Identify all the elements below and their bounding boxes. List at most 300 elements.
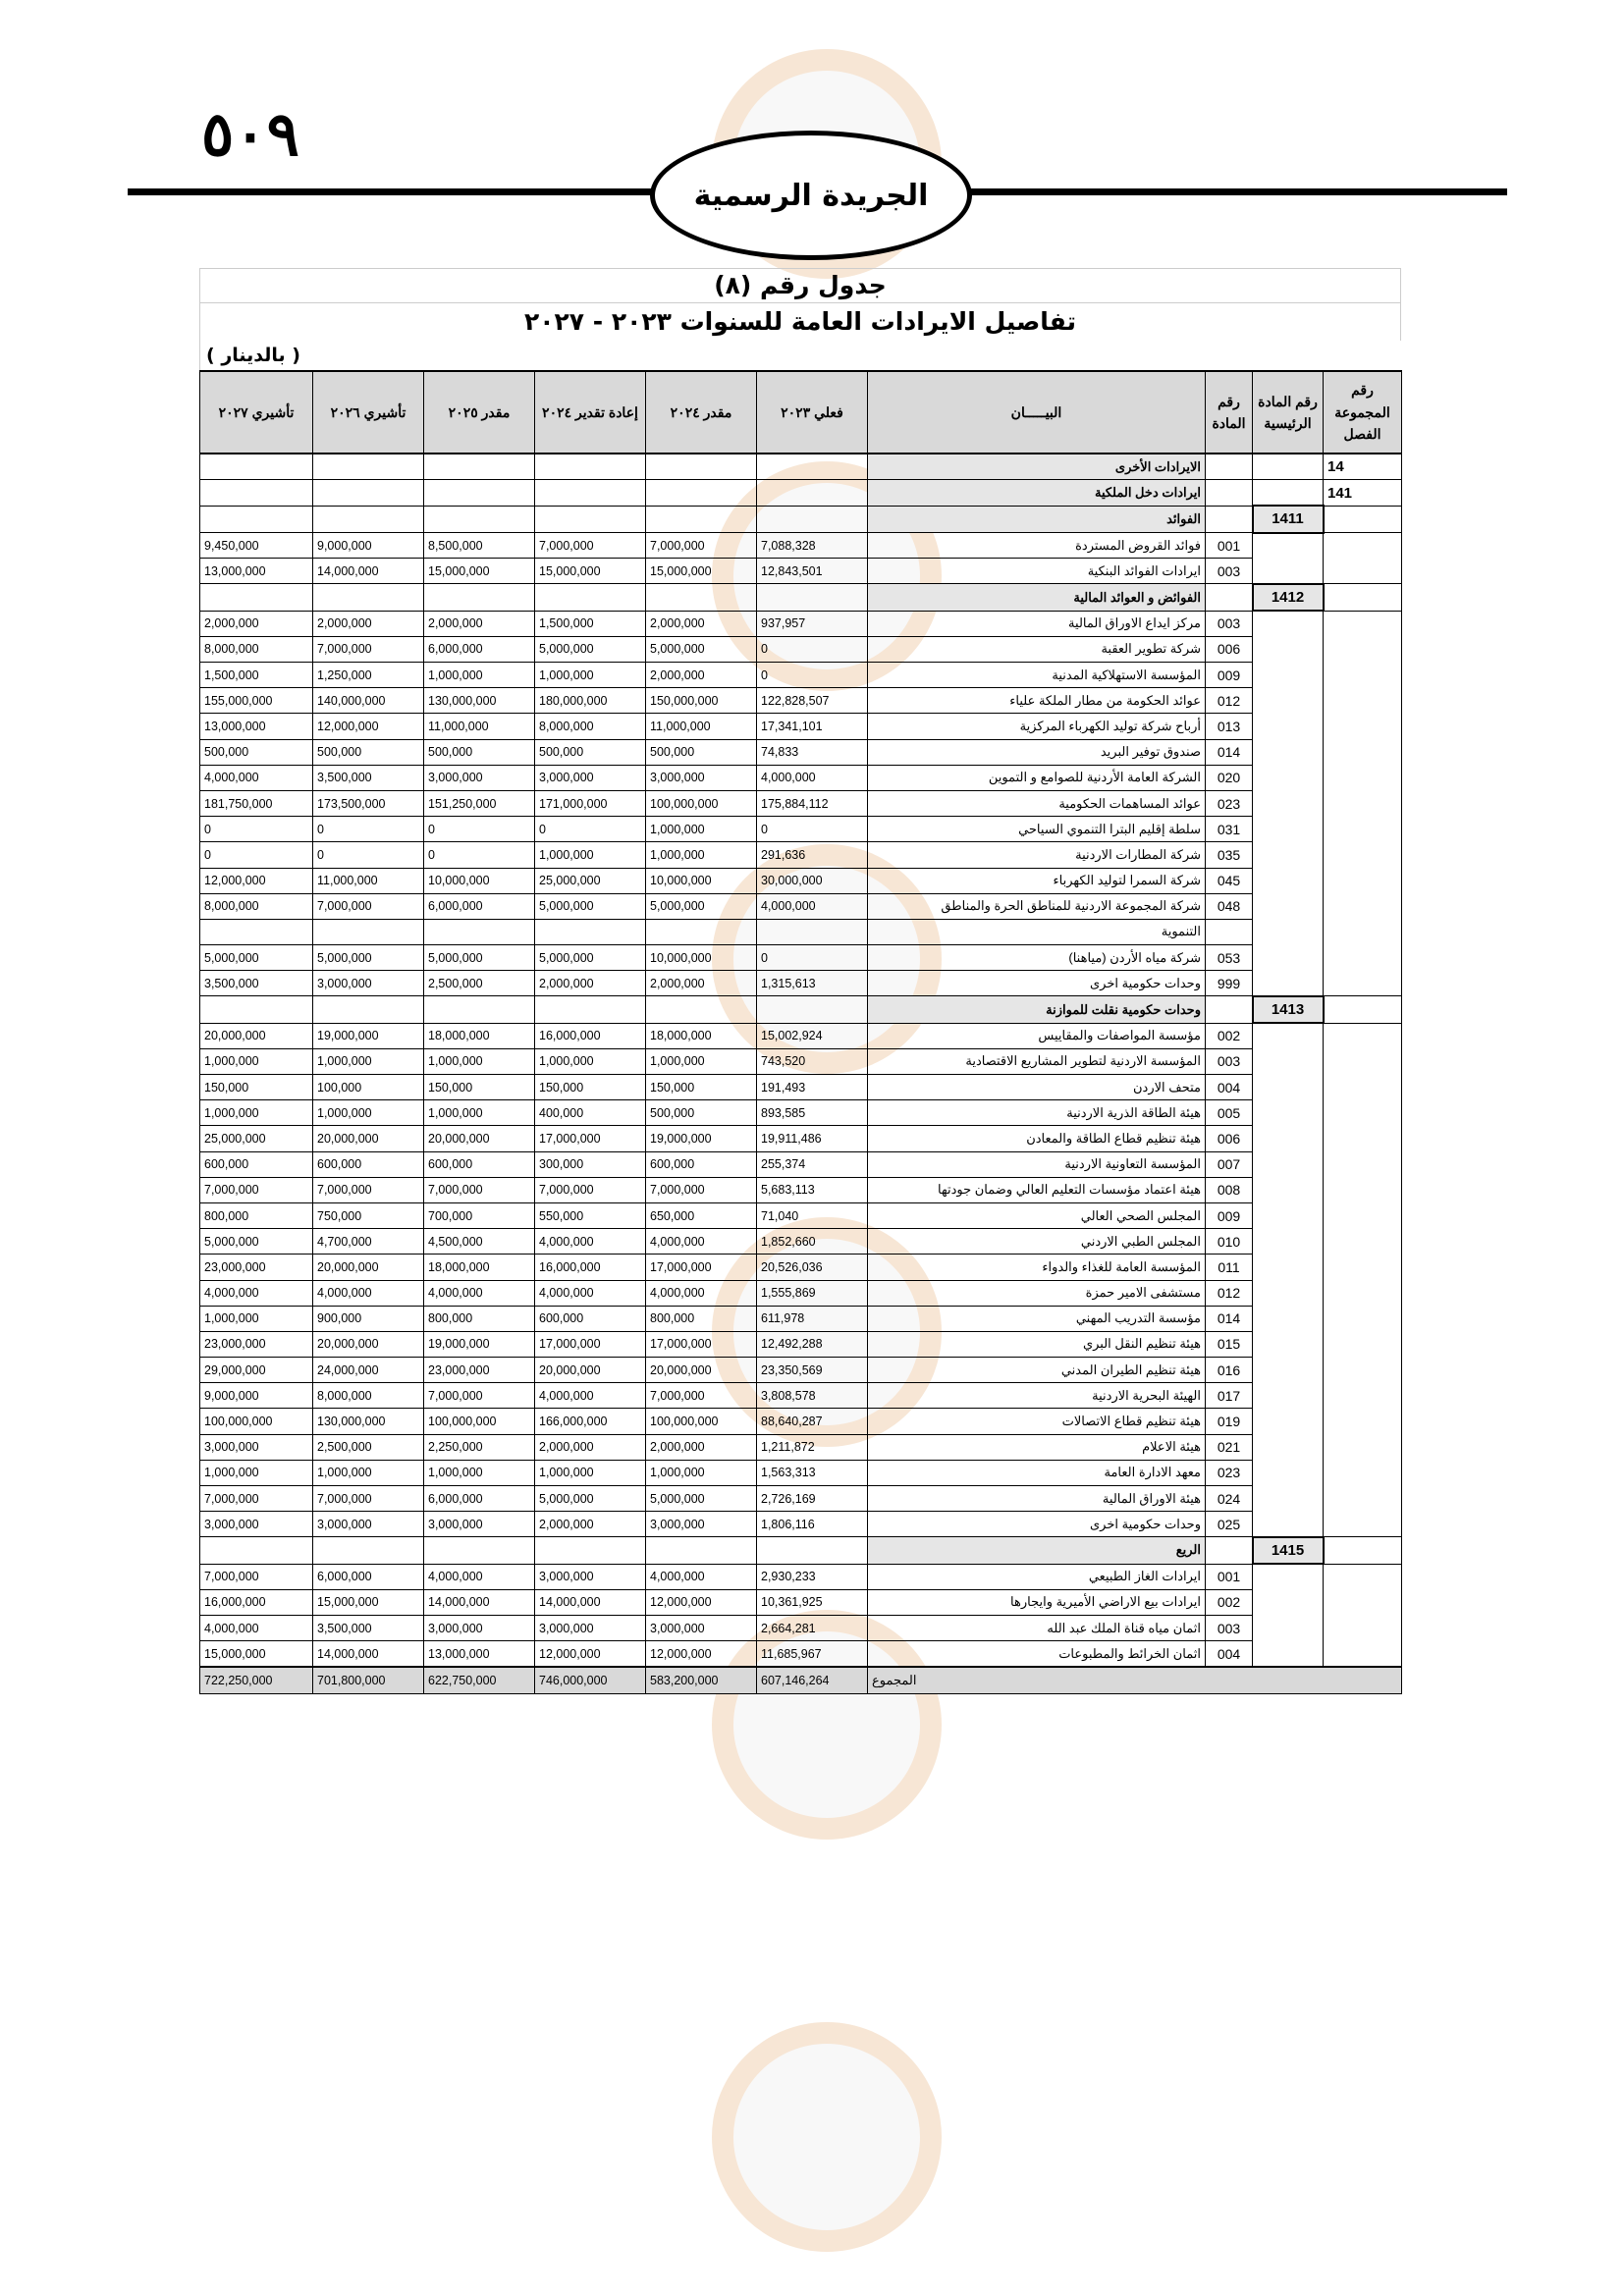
value-reestimate-2024: 5,000,000 bbox=[535, 945, 646, 971]
value-actual-2023: 893,585 bbox=[757, 1100, 868, 1126]
value-reestimate-2024 bbox=[535, 996, 646, 1023]
main-item-number bbox=[1253, 1177, 1324, 1202]
value-indicative-2026: 19,000,000 bbox=[313, 1023, 424, 1048]
item-number: 017 bbox=[1206, 1383, 1253, 1409]
table-row bbox=[200, 1126, 1402, 1151]
table-row bbox=[200, 1331, 1402, 1357]
main-item-number bbox=[1253, 1460, 1324, 1485]
table-row bbox=[200, 663, 1402, 688]
main-item-number bbox=[1253, 790, 1324, 816]
group-number bbox=[1324, 1383, 1402, 1409]
table-row bbox=[200, 1177, 1402, 1202]
value-estimate-2025: 3,000,000 bbox=[424, 1615, 535, 1640]
value-reestimate-2024: 16,000,000 bbox=[535, 1023, 646, 1048]
value-indicative-2027 bbox=[200, 454, 313, 480]
value-reestimate-2024: 1,000,000 bbox=[535, 1460, 646, 1485]
group-number bbox=[1324, 1255, 1402, 1280]
value-indicative-2026: 9,000,000 bbox=[313, 533, 424, 559]
value-estimate-2024: 2,000,000 bbox=[646, 611, 757, 636]
total-estimate-2025: 622,750,000 bbox=[424, 1667, 535, 1693]
value-indicative-2027: 16,000,000 bbox=[200, 1589, 313, 1615]
group-number bbox=[1324, 1177, 1402, 1202]
item-description: المجلس الطبي الاردني bbox=[868, 1229, 1206, 1255]
group-row bbox=[200, 454, 1402, 480]
item-number: 008 bbox=[1206, 1177, 1253, 1202]
value-estimate-2025: 1,000,000 bbox=[424, 1100, 535, 1126]
value-reestimate-2024: 5,000,000 bbox=[535, 893, 646, 919]
value-estimate-2025: 4,500,000 bbox=[424, 1229, 535, 1255]
table-row bbox=[200, 1589, 1402, 1615]
value-indicative-2026: 7,000,000 bbox=[313, 1177, 424, 1202]
value-reestimate-2024: 550,000 bbox=[535, 1202, 646, 1228]
table-row bbox=[200, 533, 1402, 559]
value-indicative-2027: 600,000 bbox=[200, 1151, 313, 1177]
group-number bbox=[1324, 1537, 1402, 1564]
table-row bbox=[200, 1641, 1402, 1668]
main-item-number bbox=[1253, 1564, 1324, 1589]
value-estimate-2025: 130,000,000 bbox=[424, 688, 535, 714]
header-main: رقم المادة الرئيسية bbox=[1253, 371, 1324, 454]
value-actual-2023: 611,978 bbox=[757, 1306, 868, 1331]
header-estimate-2025: مقدر ٢٠٢٥ bbox=[424, 371, 535, 454]
value-actual-2023: 1,211,872 bbox=[757, 1434, 868, 1460]
group-number bbox=[1324, 1331, 1402, 1357]
value-reestimate-2024: 3,000,000 bbox=[535, 765, 646, 790]
group-number bbox=[1324, 1641, 1402, 1668]
value-estimate-2024: 800,000 bbox=[646, 1306, 757, 1331]
item-description: فوائد القروض المستردة bbox=[868, 533, 1206, 559]
group-number bbox=[1324, 893, 1402, 919]
item-number: 999 bbox=[1206, 971, 1253, 996]
total-actual-2023: 607,146,264 bbox=[757, 1667, 868, 1693]
total-indicative-2026: 701,800,000 bbox=[313, 1667, 424, 1693]
main-item-number: 1415 bbox=[1253, 1537, 1324, 1564]
table-row bbox=[200, 611, 1402, 636]
group-number bbox=[1324, 533, 1402, 559]
value-estimate-2025 bbox=[424, 919, 535, 944]
value-actual-2023: 0 bbox=[757, 663, 868, 688]
item-description: هيئة تنظيم قطاع الاتصالات bbox=[868, 1409, 1206, 1434]
item-description: اثمان مياه قناة الملك عبد الله bbox=[868, 1615, 1206, 1640]
value-estimate-2025: 6,000,000 bbox=[424, 1486, 535, 1512]
main-item-number bbox=[1253, 1331, 1324, 1357]
table-row bbox=[200, 1460, 1402, 1485]
table-row bbox=[200, 636, 1402, 662]
value-estimate-2024: 5,000,000 bbox=[646, 1486, 757, 1512]
value-estimate-2025: 14,000,000 bbox=[424, 1589, 535, 1615]
value-estimate-2024 bbox=[646, 506, 757, 532]
group-row bbox=[200, 506, 1402, 532]
table-row bbox=[200, 1486, 1402, 1512]
item-description: شركة مياه الأردن (مياهنا) bbox=[868, 945, 1206, 971]
value-indicative-2026: 20,000,000 bbox=[313, 1331, 424, 1357]
item-description: ايرادات الفوائد البنكية bbox=[868, 559, 1206, 584]
value-indicative-2026: 900,000 bbox=[313, 1306, 424, 1331]
item-description: وحدات حكومية اخرى bbox=[868, 971, 1206, 996]
value-indicative-2027: 1,000,000 bbox=[200, 1306, 313, 1331]
value-indicative-2027: 4,000,000 bbox=[200, 1280, 313, 1306]
main-item-number bbox=[1253, 1306, 1324, 1331]
value-estimate-2025: 150,000 bbox=[424, 1075, 535, 1100]
value-reestimate-2024: 17,000,000 bbox=[535, 1126, 646, 1151]
value-estimate-2025 bbox=[424, 584, 535, 611]
item-number: 009 bbox=[1206, 663, 1253, 688]
value-indicative-2026 bbox=[313, 480, 424, 507]
value-estimate-2024: 1,000,000 bbox=[646, 1048, 757, 1074]
value-actual-2023: 1,315,613 bbox=[757, 971, 868, 996]
value-indicative-2026: 11,000,000 bbox=[313, 868, 424, 893]
item-number: 002 bbox=[1206, 1589, 1253, 1615]
main-item-number bbox=[1253, 1048, 1324, 1074]
value-indicative-2027: 9,000,000 bbox=[200, 1383, 313, 1409]
value-reestimate-2024: 300,000 bbox=[535, 1151, 646, 1177]
table-row bbox=[200, 1280, 1402, 1306]
value-reestimate-2024: 171,000,000 bbox=[535, 790, 646, 816]
main-item-number bbox=[1253, 533, 1324, 559]
table-row bbox=[200, 790, 1402, 816]
value-indicative-2026: 14,000,000 bbox=[313, 1641, 424, 1668]
value-estimate-2025: 3,000,000 bbox=[424, 1512, 535, 1537]
value-actual-2023: 71,040 bbox=[757, 1202, 868, 1228]
main-item-number bbox=[1253, 945, 1324, 971]
value-estimate-2024: 12,000,000 bbox=[646, 1589, 757, 1615]
value-estimate-2024: 17,000,000 bbox=[646, 1331, 757, 1357]
value-reestimate-2024: 5,000,000 bbox=[535, 636, 646, 662]
value-estimate-2025: 13,000,000 bbox=[424, 1641, 535, 1668]
value-estimate-2025: 15,000,000 bbox=[424, 559, 535, 584]
total-row bbox=[200, 1667, 1402, 1693]
value-indicative-2026: 15,000,000 bbox=[313, 1589, 424, 1615]
item-number: 011 bbox=[1206, 1255, 1253, 1280]
value-estimate-2024: 500,000 bbox=[646, 1100, 757, 1126]
value-indicative-2027: 23,000,000 bbox=[200, 1255, 313, 1280]
item-description: المؤسسة الاردنية لتطوير المشاريع الاقتصادية bbox=[868, 1048, 1206, 1074]
item-description: هيئة الطاقة الذرية الاردنية bbox=[868, 1100, 1206, 1126]
value-estimate-2025: 2,000,000 bbox=[424, 611, 535, 636]
header-estimate-2024: مقدر ٢٠٢٤ bbox=[646, 371, 757, 454]
item-description: المجلس الصحي العالي bbox=[868, 1202, 1206, 1228]
item-number: 013 bbox=[1206, 714, 1253, 739]
main-item-number bbox=[1253, 1434, 1324, 1460]
value-estimate-2025 bbox=[424, 506, 535, 532]
value-reestimate-2024: 1,000,000 bbox=[535, 1048, 646, 1074]
item-number: 004 bbox=[1206, 1075, 1253, 1100]
value-indicative-2026: 140,000,000 bbox=[313, 688, 424, 714]
group-number bbox=[1324, 1075, 1402, 1100]
item-description: هيئة الاوراق المالية bbox=[868, 1486, 1206, 1512]
value-estimate-2024: 4,000,000 bbox=[646, 1564, 757, 1589]
value-indicative-2026: 500,000 bbox=[313, 739, 424, 765]
group-number bbox=[1324, 765, 1402, 790]
value-actual-2023: 15,002,924 bbox=[757, 1023, 868, 1048]
value-reestimate-2024: 1,500,000 bbox=[535, 611, 646, 636]
value-estimate-2024: 150,000 bbox=[646, 1075, 757, 1100]
value-indicative-2027: 1,000,000 bbox=[200, 1460, 313, 1485]
value-indicative-2026: 100,000 bbox=[313, 1075, 424, 1100]
value-estimate-2024 bbox=[646, 996, 757, 1023]
value-indicative-2027: 7,000,000 bbox=[200, 1564, 313, 1589]
value-indicative-2026: 1,000,000 bbox=[313, 1460, 424, 1485]
item-description: الشركة العامة الأردنية للصوامع و التموين bbox=[868, 765, 1206, 790]
value-indicative-2026: 5,000,000 bbox=[313, 945, 424, 971]
main-item-number bbox=[1253, 1100, 1324, 1126]
value-reestimate-2024: 7,000,000 bbox=[535, 533, 646, 559]
table-row bbox=[200, 817, 1402, 842]
main-item-number bbox=[1253, 1255, 1324, 1280]
value-actual-2023: 10,361,925 bbox=[757, 1589, 868, 1615]
group-number bbox=[1324, 842, 1402, 868]
main-item-number bbox=[1253, 1641, 1324, 1668]
group-number bbox=[1324, 663, 1402, 688]
table-row bbox=[200, 919, 1402, 944]
item-number: 001 bbox=[1206, 1564, 1253, 1589]
group-number bbox=[1324, 1615, 1402, 1640]
header-actual-2023: فعلي ٢٠٢٣ bbox=[757, 371, 868, 454]
value-estimate-2025 bbox=[424, 454, 535, 480]
value-estimate-2024: 11,000,000 bbox=[646, 714, 757, 739]
value-indicative-2027: 500,000 bbox=[200, 739, 313, 765]
value-estimate-2024: 600,000 bbox=[646, 1151, 757, 1177]
value-estimate-2025: 0 bbox=[424, 842, 535, 868]
value-indicative-2026: 4,000,000 bbox=[313, 1280, 424, 1306]
item-number: 023 bbox=[1206, 1460, 1253, 1485]
value-estimate-2025: 151,250,000 bbox=[424, 790, 535, 816]
value-indicative-2027: 1,000,000 bbox=[200, 1048, 313, 1074]
table-row bbox=[200, 559, 1402, 584]
main-item-number bbox=[1253, 765, 1324, 790]
value-indicative-2027: 181,750,000 bbox=[200, 790, 313, 816]
value-indicative-2026: 6,000,000 bbox=[313, 1564, 424, 1589]
main-item-number bbox=[1253, 1383, 1324, 1409]
value-estimate-2024: 5,000,000 bbox=[646, 893, 757, 919]
value-indicative-2026: 0 bbox=[313, 817, 424, 842]
table-row bbox=[200, 1615, 1402, 1640]
value-indicative-2026: 173,500,000 bbox=[313, 790, 424, 816]
group-number bbox=[1324, 919, 1402, 944]
group-number bbox=[1324, 1409, 1402, 1434]
table-row bbox=[200, 1151, 1402, 1177]
value-indicative-2027: 1,000,000 bbox=[200, 1100, 313, 1126]
value-reestimate-2024: 17,000,000 bbox=[535, 1331, 646, 1357]
value-indicative-2027 bbox=[200, 919, 313, 944]
value-indicative-2027: 15,000,000 bbox=[200, 1641, 313, 1668]
value-estimate-2024: 1,000,000 bbox=[646, 817, 757, 842]
item-description: هيئة تنظيم النقل البري bbox=[868, 1331, 1206, 1357]
value-estimate-2025: 100,000,000 bbox=[424, 1409, 535, 1434]
item-number bbox=[1206, 480, 1253, 507]
value-estimate-2025: 600,000 bbox=[424, 1151, 535, 1177]
value-reestimate-2024: 0 bbox=[535, 817, 646, 842]
value-estimate-2024: 2,000,000 bbox=[646, 1434, 757, 1460]
item-number: 004 bbox=[1206, 1641, 1253, 1668]
item-description: الفوائض و العوائد المالية bbox=[868, 584, 1206, 611]
value-actual-2023: 1,563,313 bbox=[757, 1460, 868, 1485]
value-indicative-2027: 3,500,000 bbox=[200, 971, 313, 996]
value-indicative-2026: 2,000,000 bbox=[313, 611, 424, 636]
value-actual-2023: 0 bbox=[757, 945, 868, 971]
group-number bbox=[1324, 1100, 1402, 1126]
value-indicative-2027: 12,000,000 bbox=[200, 868, 313, 893]
item-description: المؤسسة العامة للغذاء والدواء bbox=[868, 1255, 1206, 1280]
value-estimate-2024 bbox=[646, 919, 757, 944]
value-estimate-2024: 7,000,000 bbox=[646, 1383, 757, 1409]
value-actual-2023: 4,000,000 bbox=[757, 765, 868, 790]
value-actual-2023: 12,492,288 bbox=[757, 1331, 868, 1357]
item-description: مؤسسة المواصفات والمقاييس bbox=[868, 1023, 1206, 1048]
main-item-number bbox=[1253, 1202, 1324, 1228]
value-estimate-2025 bbox=[424, 1537, 535, 1564]
main-item-number: 1412 bbox=[1253, 584, 1324, 611]
group-number: 14 bbox=[1324, 454, 1402, 480]
value-estimate-2025: 800,000 bbox=[424, 1306, 535, 1331]
item-number: 048 bbox=[1206, 893, 1253, 919]
value-estimate-2024: 3,000,000 bbox=[646, 1615, 757, 1640]
item-number: 007 bbox=[1206, 1151, 1253, 1177]
header-reestimate-2024: إعادة تقدير ٢٠٢٤ bbox=[535, 371, 646, 454]
group-number bbox=[1324, 996, 1402, 1023]
value-actual-2023: 74,833 bbox=[757, 739, 868, 765]
table-row bbox=[200, 1512, 1402, 1537]
value-indicative-2027 bbox=[200, 584, 313, 611]
value-estimate-2025: 18,000,000 bbox=[424, 1255, 535, 1280]
item-number bbox=[1206, 1537, 1253, 1564]
value-actual-2023: 5,683,113 bbox=[757, 1177, 868, 1202]
value-indicative-2027: 4,000,000 bbox=[200, 765, 313, 790]
item-number: 006 bbox=[1206, 636, 1253, 662]
value-indicative-2026: 7,000,000 bbox=[313, 893, 424, 919]
value-indicative-2027 bbox=[200, 996, 313, 1023]
item-description: شركة المجموعة الاردنية للمناطق الحرة والمناطق bbox=[868, 893, 1206, 919]
item-number: 012 bbox=[1206, 688, 1253, 714]
value-indicative-2026 bbox=[313, 584, 424, 611]
value-indicative-2026: 7,000,000 bbox=[313, 636, 424, 662]
group-number bbox=[1324, 688, 1402, 714]
value-indicative-2027: 9,450,000 bbox=[200, 533, 313, 559]
value-estimate-2025: 18,000,000 bbox=[424, 1023, 535, 1048]
value-reestimate-2024: 2,000,000 bbox=[535, 971, 646, 996]
value-reestimate-2024: 166,000,000 bbox=[535, 1409, 646, 1434]
value-indicative-2027: 800,000 bbox=[200, 1202, 313, 1228]
item-number: 012 bbox=[1206, 1280, 1253, 1306]
main-item-number bbox=[1253, 1126, 1324, 1151]
value-reestimate-2024 bbox=[535, 1537, 646, 1564]
value-actual-2023 bbox=[757, 919, 868, 944]
item-description: وحدات حكومية نقلت للموازنة bbox=[868, 996, 1206, 1023]
value-reestimate-2024: 12,000,000 bbox=[535, 1641, 646, 1668]
main-item-number bbox=[1253, 893, 1324, 919]
table-row bbox=[200, 1306, 1402, 1331]
value-indicative-2026: 1,250,000 bbox=[313, 663, 424, 688]
value-estimate-2024: 19,000,000 bbox=[646, 1126, 757, 1151]
group-number bbox=[1324, 868, 1402, 893]
value-reestimate-2024: 16,000,000 bbox=[535, 1255, 646, 1280]
value-indicative-2026: 750,000 bbox=[313, 1202, 424, 1228]
group-number bbox=[1324, 714, 1402, 739]
header-indicative-2026: تأشيري ٢٠٢٦ bbox=[313, 371, 424, 454]
item-description: عوائد المساهمات الحكومية bbox=[868, 790, 1206, 816]
value-reestimate-2024: 7,000,000 bbox=[535, 1177, 646, 1202]
main-item-number bbox=[1253, 1589, 1324, 1615]
table-row bbox=[200, 1048, 1402, 1074]
value-indicative-2027: 0 bbox=[200, 817, 313, 842]
value-estimate-2024: 7,000,000 bbox=[646, 1177, 757, 1202]
main-item-number bbox=[1253, 1280, 1324, 1306]
value-estimate-2024 bbox=[646, 1537, 757, 1564]
item-description: معهد الادارة العامة bbox=[868, 1460, 1206, 1485]
value-estimate-2025: 4,000,000 bbox=[424, 1280, 535, 1306]
item-number: 024 bbox=[1206, 1486, 1253, 1512]
table-title: جدول رقم (٨) bbox=[199, 268, 1401, 302]
value-indicative-2026: 3,500,000 bbox=[313, 765, 424, 790]
value-indicative-2027: 3,000,000 bbox=[200, 1434, 313, 1460]
value-estimate-2024: 3,000,000 bbox=[646, 765, 757, 790]
group-number bbox=[1324, 1202, 1402, 1228]
value-indicative-2026: 0 bbox=[313, 842, 424, 868]
value-indicative-2026 bbox=[313, 919, 424, 944]
value-estimate-2025: 3,000,000 bbox=[424, 765, 535, 790]
value-actual-2023: 2,726,169 bbox=[757, 1486, 868, 1512]
table-row bbox=[200, 1229, 1402, 1255]
item-number bbox=[1206, 584, 1253, 611]
group-number bbox=[1324, 1589, 1402, 1615]
group-number bbox=[1324, 506, 1402, 532]
value-reestimate-2024: 25,000,000 bbox=[535, 868, 646, 893]
value-estimate-2024: 1,000,000 bbox=[646, 842, 757, 868]
group-number bbox=[1324, 611, 1402, 636]
value-reestimate-2024: 1,000,000 bbox=[535, 663, 646, 688]
value-indicative-2026: 4,700,000 bbox=[313, 1229, 424, 1255]
group-number bbox=[1324, 1048, 1402, 1074]
total-estimate-2024: 583,200,000 bbox=[646, 1667, 757, 1693]
value-indicative-2027: 3,000,000 bbox=[200, 1512, 313, 1537]
item-description: سلطة إقليم البترا التنموي السياحي bbox=[868, 817, 1206, 842]
group-number bbox=[1324, 559, 1402, 584]
value-reestimate-2024: 3,000,000 bbox=[535, 1564, 646, 1589]
value-indicative-2026: 2,500,000 bbox=[313, 1434, 424, 1460]
value-estimate-2024: 4,000,000 bbox=[646, 1280, 757, 1306]
item-number: 009 bbox=[1206, 1202, 1253, 1228]
value-reestimate-2024: 400,000 bbox=[535, 1100, 646, 1126]
item-description: الفوائد bbox=[868, 506, 1206, 532]
item-number: 053 bbox=[1206, 945, 1253, 971]
table-row bbox=[200, 714, 1402, 739]
value-actual-2023: 3,808,578 bbox=[757, 1383, 868, 1409]
value-indicative-2027: 5,000,000 bbox=[200, 1229, 313, 1255]
table-subtitle: تفاصيل الايرادات العامة للسنوات ٢٠٢٣ - ٢٠٢٧ bbox=[199, 302, 1401, 341]
value-actual-2023: 1,555,869 bbox=[757, 1280, 868, 1306]
value-indicative-2026 bbox=[313, 454, 424, 480]
item-number: 031 bbox=[1206, 817, 1253, 842]
value-indicative-2027: 0 bbox=[200, 842, 313, 868]
value-estimate-2024 bbox=[646, 584, 757, 611]
value-estimate-2025: 2,500,000 bbox=[424, 971, 535, 996]
table-row bbox=[200, 945, 1402, 971]
value-indicative-2026 bbox=[313, 506, 424, 532]
value-estimate-2025: 1,000,000 bbox=[424, 1460, 535, 1485]
value-estimate-2024: 2,000,000 bbox=[646, 971, 757, 996]
value-estimate-2025: 19,000,000 bbox=[424, 1331, 535, 1357]
main-item-number bbox=[1253, 842, 1324, 868]
value-estimate-2024: 150,000,000 bbox=[646, 688, 757, 714]
value-estimate-2024: 4,000,000 bbox=[646, 1229, 757, 1255]
value-actual-2023: 12,843,501 bbox=[757, 559, 868, 584]
value-estimate-2025: 23,000,000 bbox=[424, 1358, 535, 1383]
value-indicative-2026: 7,000,000 bbox=[313, 1486, 424, 1512]
value-actual-2023: 23,350,569 bbox=[757, 1358, 868, 1383]
value-actual-2023: 4,000,000 bbox=[757, 893, 868, 919]
table-row bbox=[200, 1358, 1402, 1383]
value-reestimate-2024: 2,000,000 bbox=[535, 1434, 646, 1460]
